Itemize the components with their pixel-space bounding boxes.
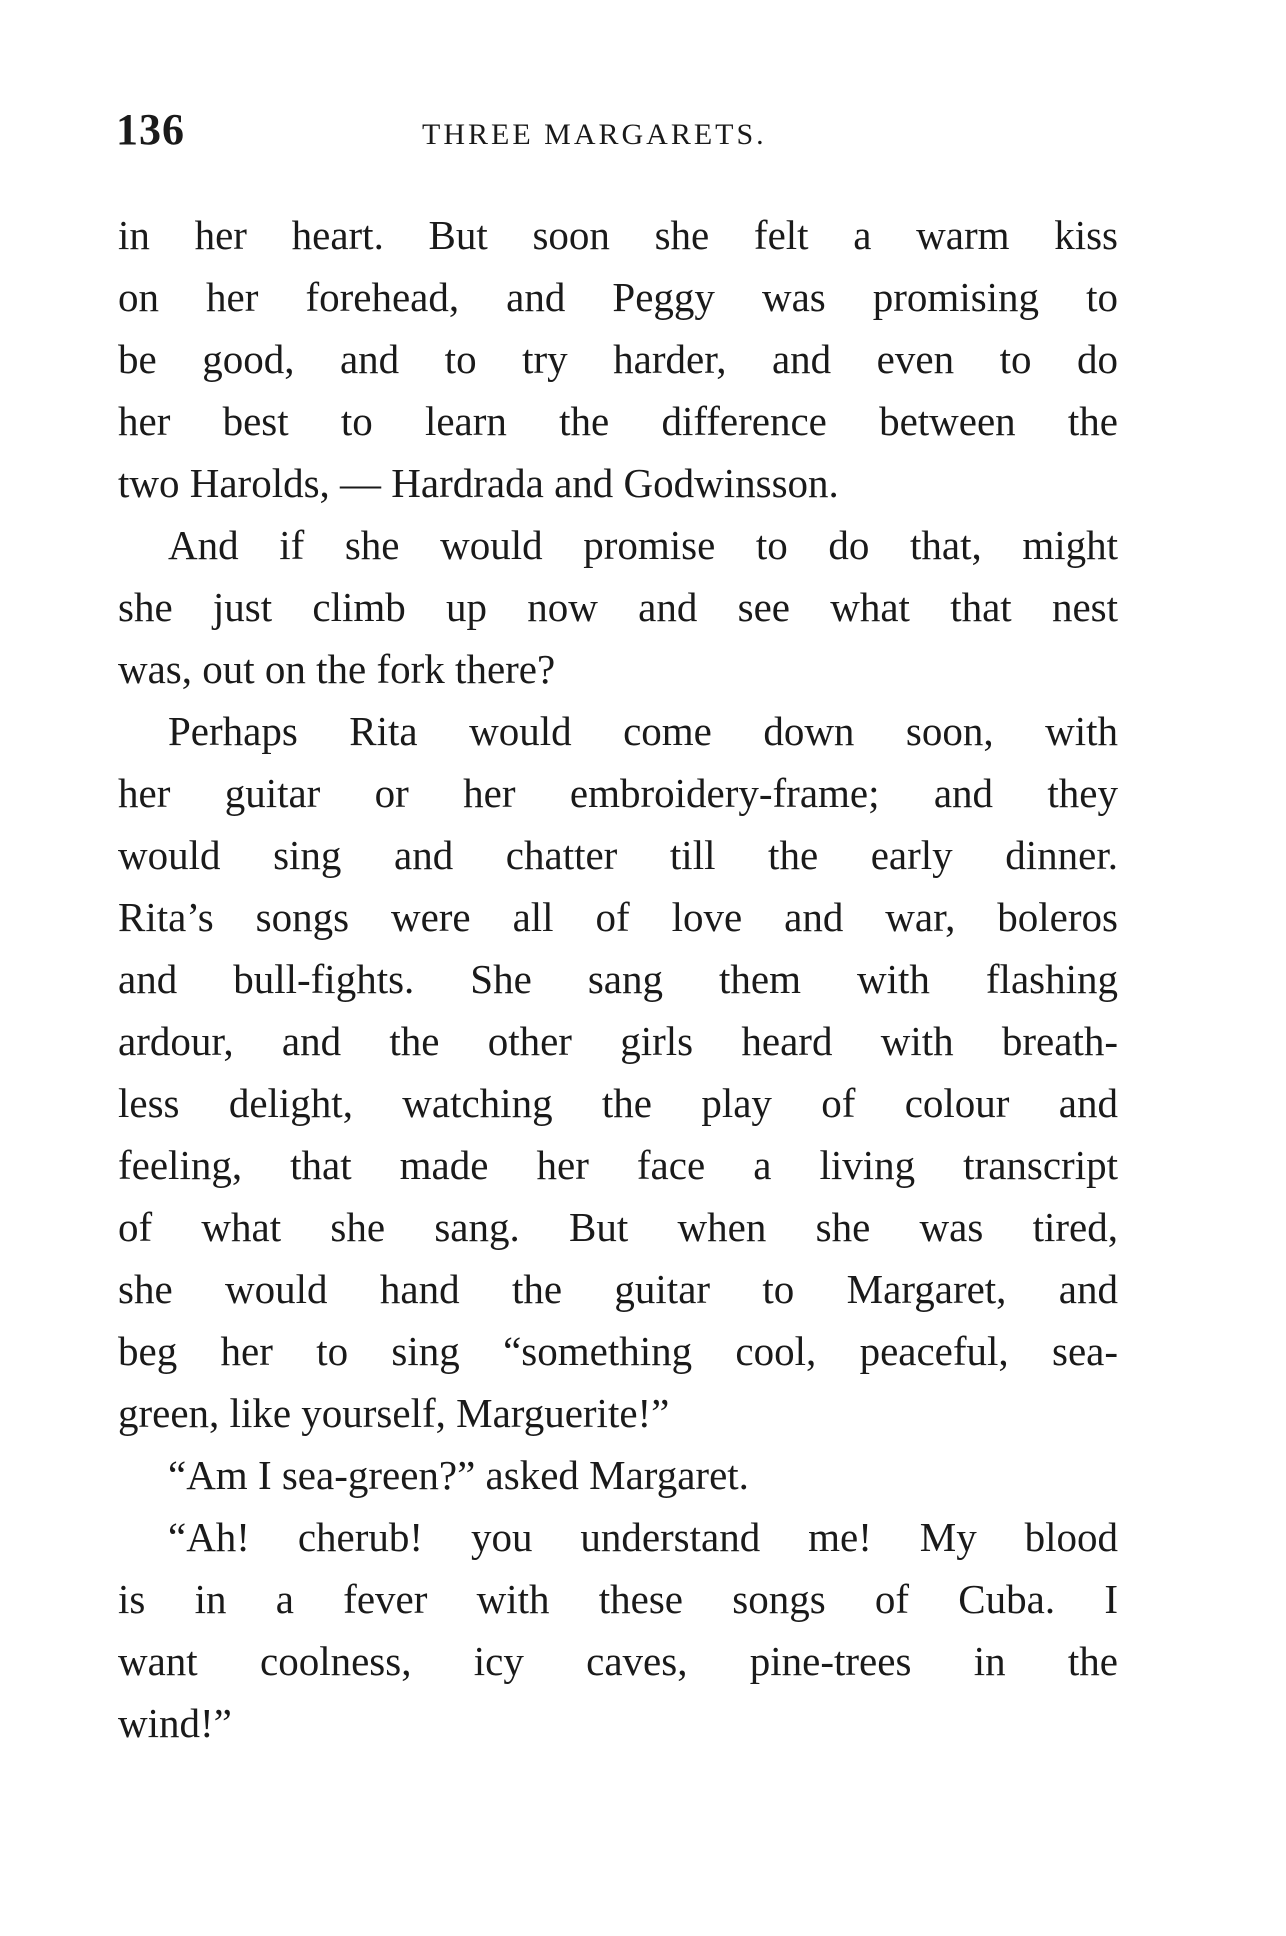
text-line: wind!” (118, 1700, 232, 1746)
page-header (116, 104, 1116, 164)
text-line: two Harolds, — Hardrada and Godwinsson. (118, 460, 839, 506)
paragraph-4 (118, 1444, 1118, 1506)
text-line: green, like yourself, Marguerite!” (118, 1390, 670, 1436)
text-line: “Am I sea-green?” asked Margaret. (168, 1452, 749, 1498)
text-line: of what she sang. But when she was tired, (118, 1204, 1118, 1250)
text-line: And if she would promise to do that, might (168, 522, 1118, 568)
text-line: less delight, watching the play of colour and (118, 1080, 1118, 1126)
text-line: and bull-fights. She sang them with flashing (118, 956, 1118, 1002)
paragraph-1 (118, 204, 1118, 514)
text-line: her best to learn the difference between the (118, 398, 1118, 444)
text-line: on her forehead, and Peggy was promising to (118, 274, 1118, 320)
running-title: THREE MARGARETS. (422, 118, 767, 151)
text-line: would sing and chatter till the early dinner. (118, 832, 1118, 878)
paragraph-3 (118, 700, 1118, 1444)
text-line: is in a fever with these songs of Cuba. I (118, 1576, 1118, 1622)
text-line: feeling, that made her face a living transcript (118, 1142, 1118, 1188)
text-line: be good, and to try harder, and even to do (118, 336, 1118, 382)
text-line: ardour, and the other girls heard with breath- (118, 1018, 1118, 1064)
text-line: was, out on the fork there? (118, 646, 556, 692)
body-text (118, 204, 1118, 1754)
paragraph-5 (118, 1506, 1118, 1754)
text-line: “Ah! cherub! you understand me! My blood (168, 1514, 1118, 1560)
page-number: 136 (116, 105, 185, 154)
text-line: she just climb up now and see what that nest (118, 584, 1118, 630)
text-line: Perhaps Rita would come down soon, with (168, 708, 1118, 754)
text-line: in her heart. But soon she felt a warm kiss (118, 212, 1118, 258)
text-line: Rita’s songs were all of love and war, boleros (118, 894, 1118, 940)
text-line: want coolness, icy caves, pine-trees in the (118, 1638, 1118, 1684)
paragraph-2 (118, 514, 1118, 700)
text-line: beg her to sing “something cool, peaceful, sea- (118, 1328, 1118, 1374)
text-line: her guitar or her embroidery-frame; and they (118, 770, 1118, 816)
text-line: she would hand the guitar to Margaret, and (118, 1266, 1118, 1312)
